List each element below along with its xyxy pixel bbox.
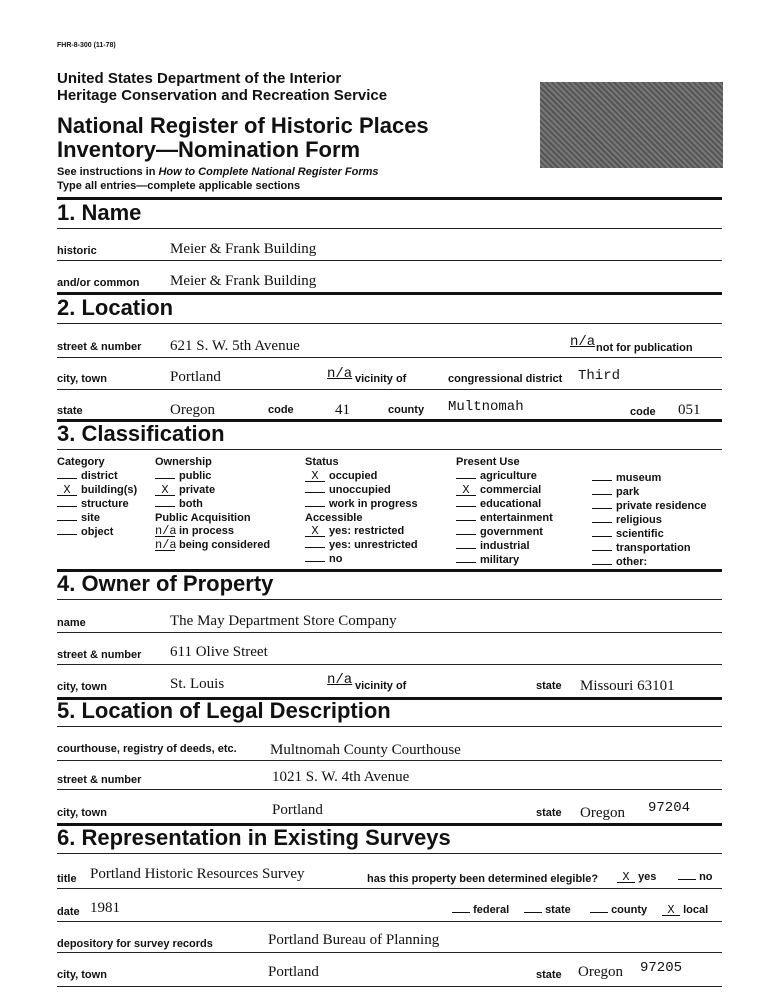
eligibility-question: has this property been determined elegible? <box>367 873 599 885</box>
owner-state-value[interactable]: Missouri 63101 <box>580 678 675 694</box>
courthouse-value[interactable]: Multnomah County Courthouse <box>270 742 461 758</box>
common-label: and/or common <box>57 277 140 289</box>
checklist-option[interactable] <box>592 514 662 526</box>
checklist-option[interactable] <box>57 512 100 524</box>
checklist-label: transportation <box>616 542 691 554</box>
survey-title-value[interactable]: Portland Historic Resources Survey <box>90 866 305 882</box>
checklist-label: in process <box>179 525 235 537</box>
agency-line-2: Heritage Conservation and Recreation Service <box>57 87 388 104</box>
survey-zip-value[interactable]: 97205 <box>640 960 683 976</box>
checklist-option[interactable] <box>57 526 113 538</box>
section-2-rule <box>57 323 722 324</box>
county-label: county <box>388 404 425 416</box>
legal-city-value[interactable]: Portland <box>272 802 323 818</box>
checklist-label: private residence <box>616 500 707 512</box>
checklist-mark[interactable]: X <box>57 485 77 496</box>
county-option[interactable] <box>590 904 647 916</box>
checklist-mark[interactable]: X <box>456 485 476 496</box>
checklist-option[interactable] <box>57 470 118 482</box>
checklist-mark[interactable] <box>456 534 476 535</box>
form-title-line-2: Inventory—Nomination Form <box>57 137 361 162</box>
section-2-title: 2. Location <box>57 295 174 320</box>
owner-name-value[interactable]: The May Department Store Company <box>170 613 397 629</box>
federal-option[interactable] <box>452 904 509 916</box>
checklist-option[interactable] <box>305 539 418 551</box>
federal-label: federal <box>473 904 510 916</box>
legal-street-rule <box>57 789 722 790</box>
checklist-label: unoccupied <box>329 484 391 496</box>
instructions-prefix: See instructions in <box>57 166 159 178</box>
legal-city-label: city, town <box>57 807 107 819</box>
location-state-value[interactable]: Oregon <box>170 402 215 418</box>
county-option-label: county <box>611 904 648 916</box>
accessible-heading: Accessible <box>305 512 363 524</box>
common-value[interactable]: Meier & Frank Building <box>170 273 317 289</box>
eligibility-yes-label: yes <box>638 871 657 883</box>
section-3-rule <box>57 449 722 450</box>
checklist-mark[interactable]: X <box>305 526 325 537</box>
checklist-option[interactable] <box>155 484 215 496</box>
checklist-label: yes: restricted <box>329 525 405 537</box>
checklist-mark[interactable] <box>592 508 612 509</box>
checklist-mark[interactable] <box>456 562 476 563</box>
checklist-label: government <box>480 526 543 538</box>
checklist-mark[interactable] <box>305 506 325 507</box>
legal-street-value[interactable]: 1021 S. W. 4th Avenue <box>272 769 410 785</box>
checklist-option[interactable] <box>155 470 211 482</box>
eligibility-no-label: no <box>699 871 713 883</box>
location-city-rule <box>57 389 722 390</box>
depository-rule <box>57 952 722 953</box>
historic-value[interactable]: Meier & Frank Building <box>170 241 317 257</box>
state-code-label: code <box>268 404 294 416</box>
location-city-value[interactable]: Portland <box>170 369 221 385</box>
survey-date-value[interactable]: 1981 <box>90 900 120 916</box>
state-code-value[interactable]: 41 <box>335 402 350 418</box>
legal-zip-value[interactable]: 97204 <box>648 800 691 816</box>
checklist-option[interactable] <box>456 498 541 510</box>
checklist-option[interactable] <box>155 498 203 510</box>
checklist-mark[interactable]: X <box>155 485 175 496</box>
checklist-mark[interactable] <box>155 506 175 507</box>
owner-name-rule <box>57 632 722 633</box>
checklist-mark[interactable] <box>592 522 612 523</box>
checklist-option[interactable] <box>57 498 129 510</box>
legal-street-label: street & number <box>57 774 142 786</box>
instructions-line-2: Type all entries—complete applicable sections <box>57 180 301 192</box>
checklist-mark[interactable] <box>456 506 476 507</box>
survey-title-rule <box>57 888 722 889</box>
county-value[interactable]: Multnomah <box>448 399 524 415</box>
state-option[interactable] <box>524 904 571 916</box>
owner-vicinity-mark[interactable]: n/a <box>327 672 353 688</box>
section-6-rule <box>57 853 722 854</box>
public-acquisition-heading: Public Acquisition <box>155 512 251 524</box>
checklist-label: other: <box>616 556 648 568</box>
checklist-option[interactable] <box>592 472 661 484</box>
location-street-rule <box>57 357 722 358</box>
checklist-option[interactable] <box>592 500 707 512</box>
congressional-district-value[interactable]: Third <box>578 368 621 384</box>
section-1-title: 1. Name <box>57 200 142 225</box>
checklist-label: private <box>179 484 216 496</box>
checklist-option[interactable] <box>305 553 342 565</box>
section-3-title: 3. Classification <box>57 421 225 446</box>
location-state-label: state <box>57 405 83 417</box>
checklist-label: entertainment <box>480 512 553 524</box>
present-use-heading: Present Use <box>456 456 520 468</box>
status-heading: Status <box>305 456 339 468</box>
local-mark[interactable]: X <box>662 905 680 916</box>
checklist-mark[interactable] <box>592 480 612 481</box>
not-for-publication-label: not for publication <box>596 342 693 354</box>
checklist-mark[interactable]: X <box>305 471 325 482</box>
location-street-value[interactable]: 621 S. W. 5th Avenue <box>170 338 300 354</box>
agency-line-1: United States Department of the Interior <box>57 70 342 87</box>
local-option[interactable] <box>662 904 708 916</box>
checklist-label: museum <box>616 472 662 484</box>
checklist-label: structure <box>81 498 129 510</box>
courthouse-rule <box>57 760 722 761</box>
checklist-label: military <box>480 554 520 566</box>
checklist-mark[interactable] <box>155 478 175 479</box>
checklist-label: scientific <box>616 528 664 540</box>
section-5-title: 5. Location of Legal Description <box>57 698 391 723</box>
checklist-label: park <box>616 486 640 498</box>
checklist-label: site <box>81 512 100 524</box>
legal-state-label: state <box>536 807 562 819</box>
not-for-publication-mark[interactable]: n/a <box>570 334 596 350</box>
legal-state-value[interactable]: Oregon <box>580 805 625 821</box>
federal-mark[interactable] <box>452 912 470 913</box>
local-label: local <box>683 904 709 916</box>
checklist-mark[interactable] <box>592 494 612 495</box>
checklist-label: occupied <box>329 470 378 482</box>
county-code-label: code <box>630 406 656 418</box>
county-code-value[interactable]: 051 <box>678 402 701 418</box>
location-city-label: city, town <box>57 373 107 385</box>
historic-rule <box>57 260 722 261</box>
agency-use-stamp <box>540 82 723 168</box>
checklist-mark[interactable] <box>456 478 476 479</box>
checklist-label: building(s) <box>81 484 138 496</box>
owner-city-value[interactable]: St. Louis <box>170 676 225 692</box>
checklist-option[interactable] <box>305 470 377 482</box>
courthouse-label: courthouse, registry of deeds, etc. <box>57 743 237 755</box>
checklist-mark[interactable] <box>57 506 77 507</box>
section-4-rule <box>57 599 722 600</box>
checklist-label: yes: unrestricted <box>329 539 418 551</box>
eligibility-yes[interactable] <box>617 871 656 883</box>
checklist-option[interactable] <box>305 484 391 496</box>
location-street-label: street & number <box>57 341 142 353</box>
owner-state-label: state <box>536 680 562 692</box>
checklist-option[interactable] <box>592 542 691 554</box>
section-1-rule <box>57 228 722 229</box>
checklist-mark[interactable] <box>456 520 476 521</box>
survey-city-label: city, town <box>57 969 107 981</box>
checklist-mark[interactable] <box>57 534 77 535</box>
survey-state-label: state <box>536 969 562 981</box>
section-5-rule <box>57 726 722 727</box>
checklist-label: religious <box>616 514 662 526</box>
section-4-title: 4. Owner of Property <box>57 571 274 596</box>
checklist-option[interactable] <box>57 484 137 496</box>
eligibility-no[interactable] <box>678 871 713 883</box>
checklist-option[interactable] <box>456 554 519 566</box>
checklist-option[interactable] <box>155 539 270 551</box>
instructions-line-1 <box>57 166 379 178</box>
survey-title-label: title <box>57 873 77 885</box>
checklist-option[interactable] <box>456 470 537 482</box>
owner-vicinity-label: vicinity of <box>355 680 407 692</box>
checklist-label: no <box>329 553 343 565</box>
checklist-mark[interactable] <box>592 536 612 537</box>
checklist-label: both <box>179 498 203 510</box>
state-option-label: state <box>545 904 571 916</box>
owner-street-value[interactable]: 611 Olive Street <box>170 644 268 660</box>
checklist-option[interactable] <box>592 528 664 540</box>
checklist-label: work in progress <box>329 498 418 510</box>
depository-label: depository for survey records <box>57 938 213 950</box>
form-title-line-1: National Register of Historic Places <box>57 113 429 138</box>
historic-label: historic <box>57 245 97 257</box>
depository-value[interactable]: Portland Bureau of Planning <box>268 932 440 948</box>
owner-street-rule <box>57 664 722 665</box>
checklist-mark[interactable] <box>305 547 325 548</box>
checklist-mark[interactable]: n/a <box>155 538 177 552</box>
checklist-label: public <box>179 470 212 482</box>
state-mark[interactable] <box>524 912 542 913</box>
eligibility-no-mark[interactable] <box>678 879 696 880</box>
checklist-label: object <box>81 526 114 538</box>
form-id: FHR-8-300 (11-78) <box>57 42 116 49</box>
checklist-option[interactable] <box>456 512 553 524</box>
section-6-title: 6. Representation in Existing Surveys <box>57 825 451 850</box>
checklist-option[interactable] <box>305 525 404 537</box>
survey-date-label: date <box>57 906 80 918</box>
checklist-mark[interactable] <box>305 561 325 562</box>
section-1-top-rule <box>57 197 722 200</box>
checklist-mark[interactable] <box>305 492 325 493</box>
survey-date-rule <box>57 921 722 922</box>
checklist-label: educational <box>480 498 542 510</box>
checklist-option[interactable] <box>456 484 541 496</box>
congressional-district-label: congressional district <box>448 373 563 385</box>
owner-name-label: name <box>57 617 86 629</box>
category-heading: Category <box>57 456 105 468</box>
survey-city-value[interactable]: Portland <box>268 964 319 980</box>
location-vicinity-mark[interactable]: n/a <box>327 366 353 382</box>
ownership-heading: Ownership <box>155 456 212 468</box>
location-vicinity-label: vicinity of <box>355 373 407 385</box>
checklist-label: district <box>81 470 118 482</box>
checklist-label: agriculture <box>480 470 537 482</box>
checklist-option[interactable] <box>456 526 543 538</box>
checklist-label: being considered <box>179 539 271 551</box>
checklist-label: commercial <box>480 484 542 496</box>
checklist-option[interactable] <box>155 525 234 537</box>
county-mark[interactable] <box>590 912 608 913</box>
checklist-mark[interactable] <box>592 550 612 551</box>
checklist-mark[interactable]: n/a <box>155 524 177 538</box>
checklist-mark[interactable] <box>57 520 77 521</box>
owner-city-label: city, town <box>57 681 107 693</box>
checklist-option[interactable] <box>456 540 530 552</box>
checklist-option[interactable] <box>592 486 639 498</box>
checklist-mark[interactable] <box>57 478 77 479</box>
instructions-italic: How to Complete National Register Forms <box>158 166 379 178</box>
owner-street-label: street & number <box>57 649 142 661</box>
checklist-mark[interactable] <box>592 564 612 565</box>
checklist-option[interactable] <box>305 498 418 510</box>
checklist-label: industrial <box>480 540 530 552</box>
eligibility-yes-mark[interactable]: X <box>617 872 635 883</box>
checklist-option[interactable] <box>592 556 647 568</box>
survey-state-value[interactable]: Oregon <box>578 964 623 980</box>
checklist-mark[interactable] <box>456 548 476 549</box>
survey-city-rule <box>57 986 722 987</box>
